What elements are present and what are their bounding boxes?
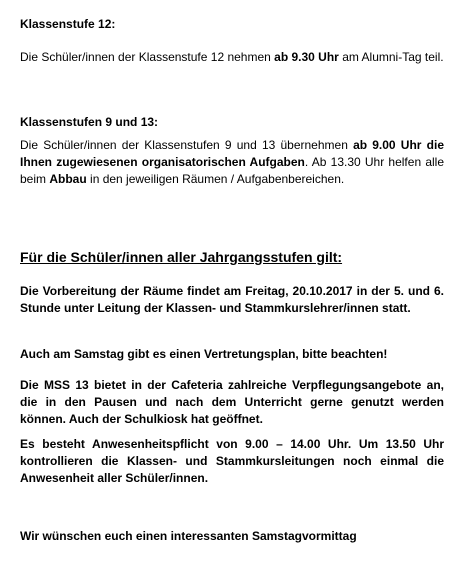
text: . Ab 13.30 Uhr helfen alle beim (20, 155, 444, 186)
paragraph-vorbereitung: Die Vorbereitung der Räume findet am Freitag, 20.10.2017 in der 5. und 6. Stunde unter Leitung der Klassen- und Stammkurslehrer/innen statt. (20, 284, 444, 315)
paragraph-klassenstufen-9-13 (20, 137, 444, 188)
heading-klassenstufen-9-13: Klassenstufen 9 und 13: (20, 115, 159, 129)
heading-alle-jahrgangsstufen: Für die Schüler/innen aller Jahrgangsstufen gilt: (20, 249, 343, 265)
paragraph-verpflegung: Die MSS 13 bietet in der Cafeteria zahlreiche Verpflegungsangebote an, die in den Pausen und nach dem Unterricht gerne genutzt werden können. Auch der Schulkiosk hat geöffnet. (20, 378, 444, 426)
text: Die Schüler/innen der Klassenstufen 9 und 13 übernehmen (20, 138, 354, 152)
heading-klassenstufe-12: Klassenstufe 12: (20, 17, 116, 31)
paragraph-anwesenheitspflicht: Es besteht Anwesenheitspflicht von 9.00 – 14.00 Uhr. Um 13.50 Uhr kontrollieren die Klassen- und Stammkursleitungen noch einmal die Anwesenheit aller Schüler/innen. (20, 437, 444, 485)
text: in den jeweiligen Räumen / Aufgabenbereichen. (86, 172, 345, 186)
bold-text: Abbau (49, 172, 87, 186)
closing-line: Wir wünschen euch einen interessanten Samstagvormittag (20, 529, 357, 543)
bold-text: ab 9.30 Uhr (274, 50, 339, 64)
bold-text: ab 9.00 Uhr die Ihnen zugewiesenen organisatorischen Aufgaben (20, 138, 444, 169)
paragraph-vertretungsplan: Auch am Samstag gibt es einen Vertretungsplan, bitte beachten! (20, 347, 388, 361)
paragraph-klassenstufe-12 (20, 49, 444, 66)
text: am Alumni-Tag teil. (338, 50, 444, 64)
text: Die Schüler/innen der Klassenstufe 12 nehmen (20, 50, 275, 64)
